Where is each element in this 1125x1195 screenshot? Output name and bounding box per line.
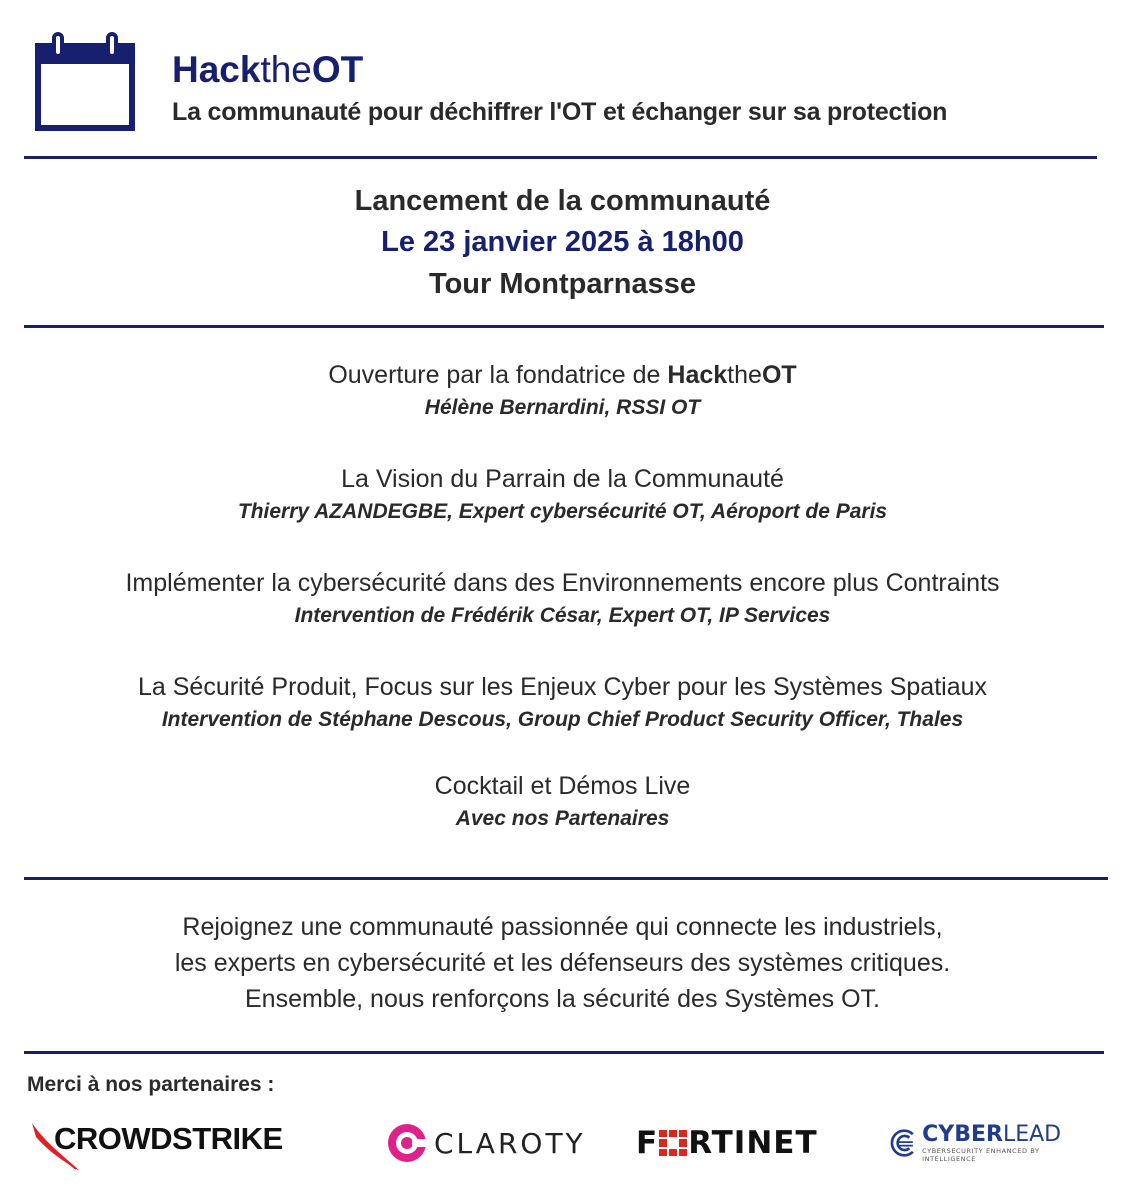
agenda-item-title: Implémenter la cybersécurité dans des Environnements encore plus Contraints xyxy=(125,569,1000,597)
event-place: Tour Montparnasse xyxy=(429,268,696,300)
blurb-line: Ensemble, nous renforçons la sécurité des Systèmes OT. xyxy=(244,985,880,1013)
claroty-gear-icon xyxy=(386,1122,428,1164)
brand-title: HacktheOT xyxy=(172,49,364,90)
agenda-item-subtitle: Intervention de Frédérik César, Expert OT, IP Services xyxy=(294,604,831,627)
blurb-line: les experts en cybersécurité et les défenseurs des systèmes critiques. xyxy=(174,949,951,977)
cyberlead-tagline: CYBERSECURITY ENHANCED BY INTELLIGENCE xyxy=(922,1147,1040,1163)
event-date: Le 23 janvier 2025 à 18h00 xyxy=(381,226,744,258)
agenda-item-subtitle: Intervention de Stéphane Descous, Group Chief Product Security Officer, Thales xyxy=(161,708,964,731)
agenda-item-subtitle: Thierry AZANDEGBE, Expert cybersécurité OT, Aéroport de Paris xyxy=(237,500,888,523)
claroty-logo: CLAROTY xyxy=(386,1115,601,1171)
agenda-item-subtitle: Avec nos Partenaires xyxy=(455,807,670,830)
agenda-item-subtitle: Hélène Bernardini, RSSI OT xyxy=(424,396,701,419)
divider xyxy=(24,877,1108,880)
cyberlead-c-icon xyxy=(890,1127,918,1159)
crowdstrike-logo: CROWDSTRIKE xyxy=(30,1115,330,1171)
agenda-item-title: Ouverture par la fondatrice de HacktheOT xyxy=(328,361,797,389)
partners-label: Merci à nos partenaires : xyxy=(27,1073,275,1096)
blurb-line: Rejoignez une communauté passionnée qui connecte les industriels, xyxy=(182,913,943,941)
agenda-item-title: Cocktail et Démos Live xyxy=(434,772,691,800)
divider xyxy=(24,156,1097,159)
fortinet-grid-o-icon xyxy=(659,1130,687,1156)
agenda-item-title: La Vision du Parrain de la Communauté xyxy=(341,465,784,493)
brand-tagline: La communauté pour déchiffrer l'OT et échanger sur sa protection xyxy=(172,98,948,126)
fortinet-logo: F RTINET xyxy=(636,1125,818,1161)
divider xyxy=(24,1051,1104,1054)
cyberlead-wordmark: CYBERLEAD xyxy=(922,1122,1062,1147)
agenda-item-title: La Sécurité Produit, Focus sur les Enjeux Cyber pour les Systèmes Spatiaux xyxy=(137,673,987,701)
calendar-icon xyxy=(34,32,136,132)
cyberlead-logo xyxy=(890,1115,1075,1171)
divider xyxy=(24,325,1104,328)
event-title: Lancement de la communauté xyxy=(354,185,771,217)
